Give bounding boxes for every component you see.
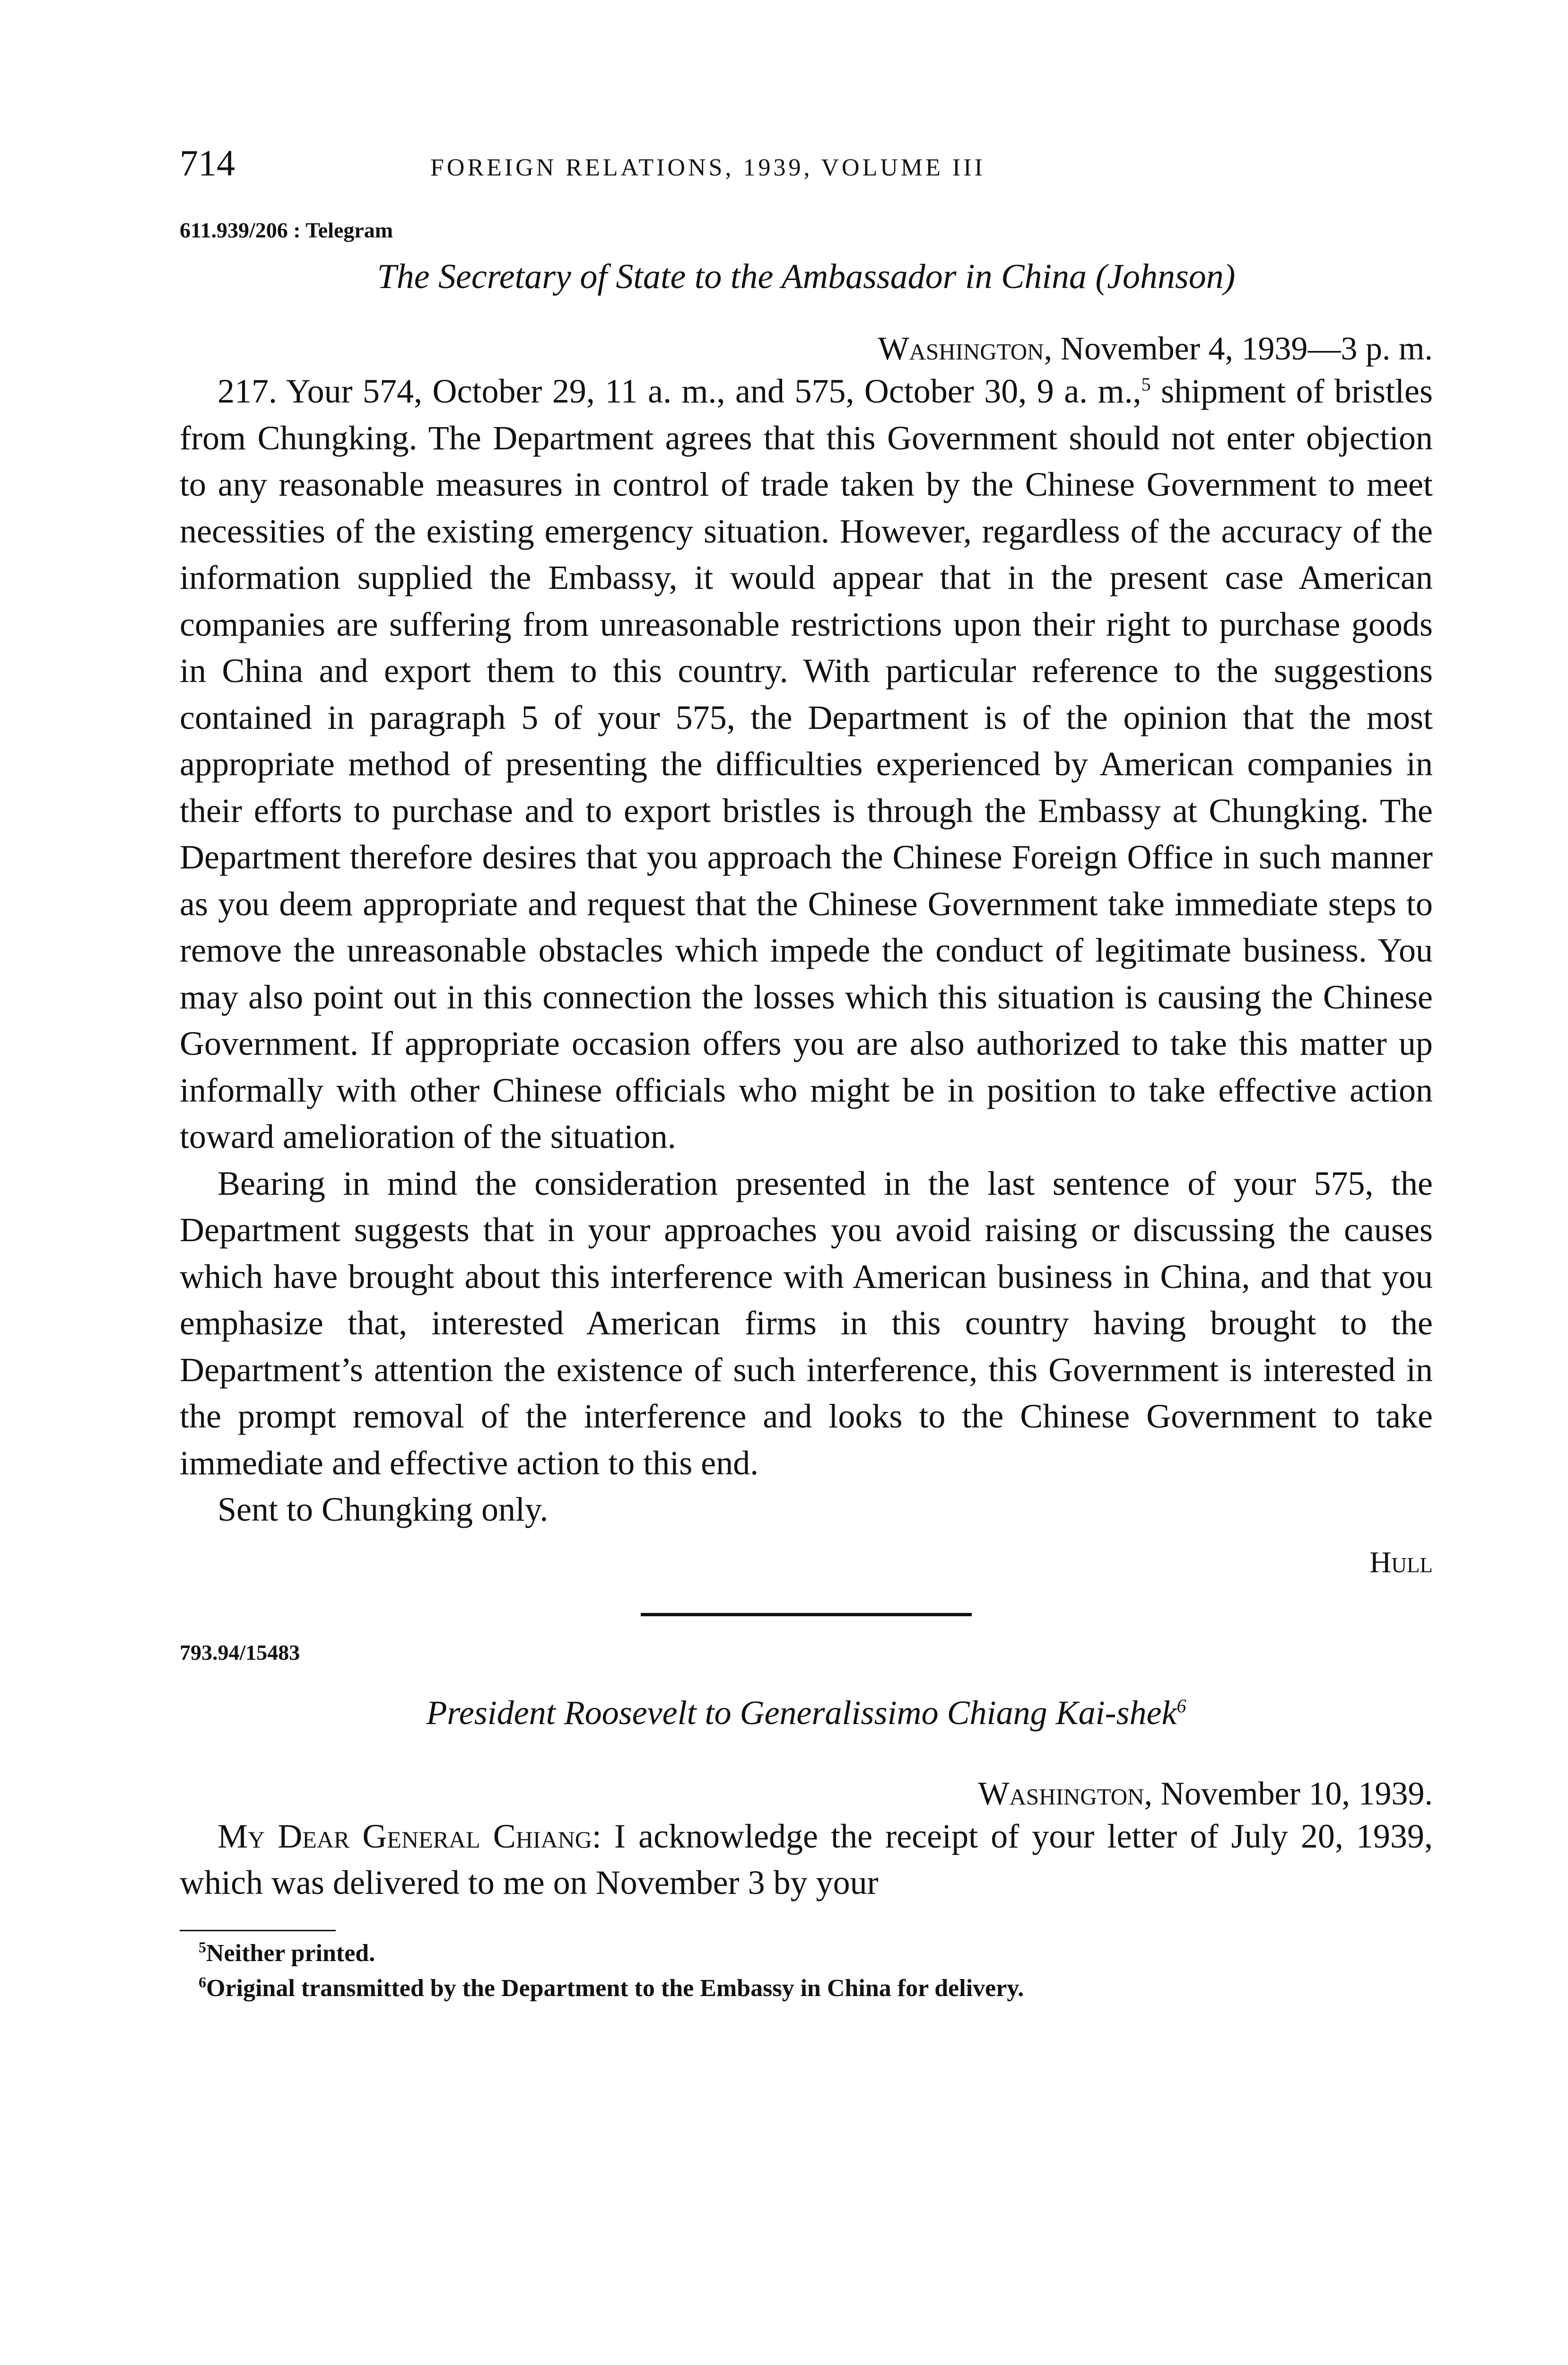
paragraph-text: shipment of bristles from Chungking. The Department agrees that this Government should not enter objection to any reasonable measures in control of trade taken by the Chinese Government to meet necessities of the existing emergency situation. However, regardless of the accuracy of the information supplied the Embassy, it would appear that in the present case American companies are suffering from unreasonable restrictions upon their right to purchase goods in China and export them to this country. With particular reference to the suggestions contained in paragraph 5 of your 575, the Department is of the opinion that the most appropriate method of presenting the difficulties experienced by American companies in their efforts to purchase and to export bristles is through the Embassy at Chungking. The Department therefore desires that you approach the Chinese Foreign Office in such manner as you deem appropriate and request that the Chinese Government take immediate steps to remove the unreasonable obstacles which impede the conduct of legitimate business. You may also point out in this connection the losses which this situation is causing the Chinese Government. If appropriate occasion offers you are also authorized to take this matter up informally with other Chinese officials who might be in position to take effective action toward amelioration of the situation.: [180, 372, 1433, 1156]
heading-text: President Roosevelt to Generalissimo Chiang Kai-shek: [426, 1693, 1177, 1732]
page-number: 714: [180, 142, 235, 184]
file-reference: 611.939/206 : Telegram: [180, 218, 393, 242]
footnote-mark: 5: [199, 1938, 206, 1956]
footnote-divider: [180, 1930, 336, 1931]
salutation: My Dear General Chiang: [218, 1817, 592, 1855]
body-paragraph: Bearing in mind the consideration presented in the last sentence of your 575, the Department suggests that in your approaches you avoid raising or discussing the causes which have brought about this interference with American business in China, and that you emphasize that, interested American firms in this country having brought to the Department’s attention the existence of such interference, this Government is interested in the prompt removal of the interference and looks to the Chinese Government to take immediate and effective action to this end.: [180, 1164, 1433, 1482]
body-paragraph: Sent to Chungking only.: [218, 1490, 549, 1528]
footnote-text: Original transmitted by the Department to the Embassy in China for delivery.: [206, 1974, 1024, 2002]
dateline-place: Washington: [878, 331, 1044, 367]
body-paragraph: [180, 1813, 1433, 1906]
document-heading: The Secretary of State to the Ambassador in China (Johnson): [377, 257, 1236, 296]
paragraph-text: 217. Your 574, October 29, 11 a. m., and 575, October 30, 9 a. m.,: [218, 372, 1141, 410]
dateline-date: , November 10, 1939.: [1144, 1775, 1433, 1812]
dateline: [180, 1775, 1433, 1813]
running-header: [180, 142, 1433, 199]
page-content: [180, 142, 1433, 2006]
footnote-mark: 6: [199, 1973, 206, 1991]
signature: Hull: [1369, 1545, 1433, 1579]
section-divider: [641, 1613, 972, 1616]
footnote: [180, 1936, 1433, 1971]
dateline-date: , November 4, 1939—3 p. m.: [1044, 331, 1433, 367]
running-title: FOREIGN RELATIONS, 1939, VOLUME III: [430, 154, 985, 181]
footnotes: [180, 1936, 1433, 2006]
footnote-reference: 6: [1176, 1695, 1186, 1717]
body-paragraph: [180, 368, 1433, 1160]
footnote-text: Neither printed.: [206, 1939, 375, 1967]
document-heading: [180, 1693, 1433, 1733]
file-reference: 793.94/15483: [180, 1640, 300, 1664]
footnote: [180, 1971, 1433, 2006]
dateline-place: Washington: [978, 1775, 1144, 1812]
dateline: [180, 330, 1433, 368]
paragraph-text: : I acknowledge the receipt of your letter of July 20, 1939, which was delivered to me on November 3 by your: [180, 1817, 1433, 1901]
footnote-reference: 5: [1141, 374, 1151, 395]
